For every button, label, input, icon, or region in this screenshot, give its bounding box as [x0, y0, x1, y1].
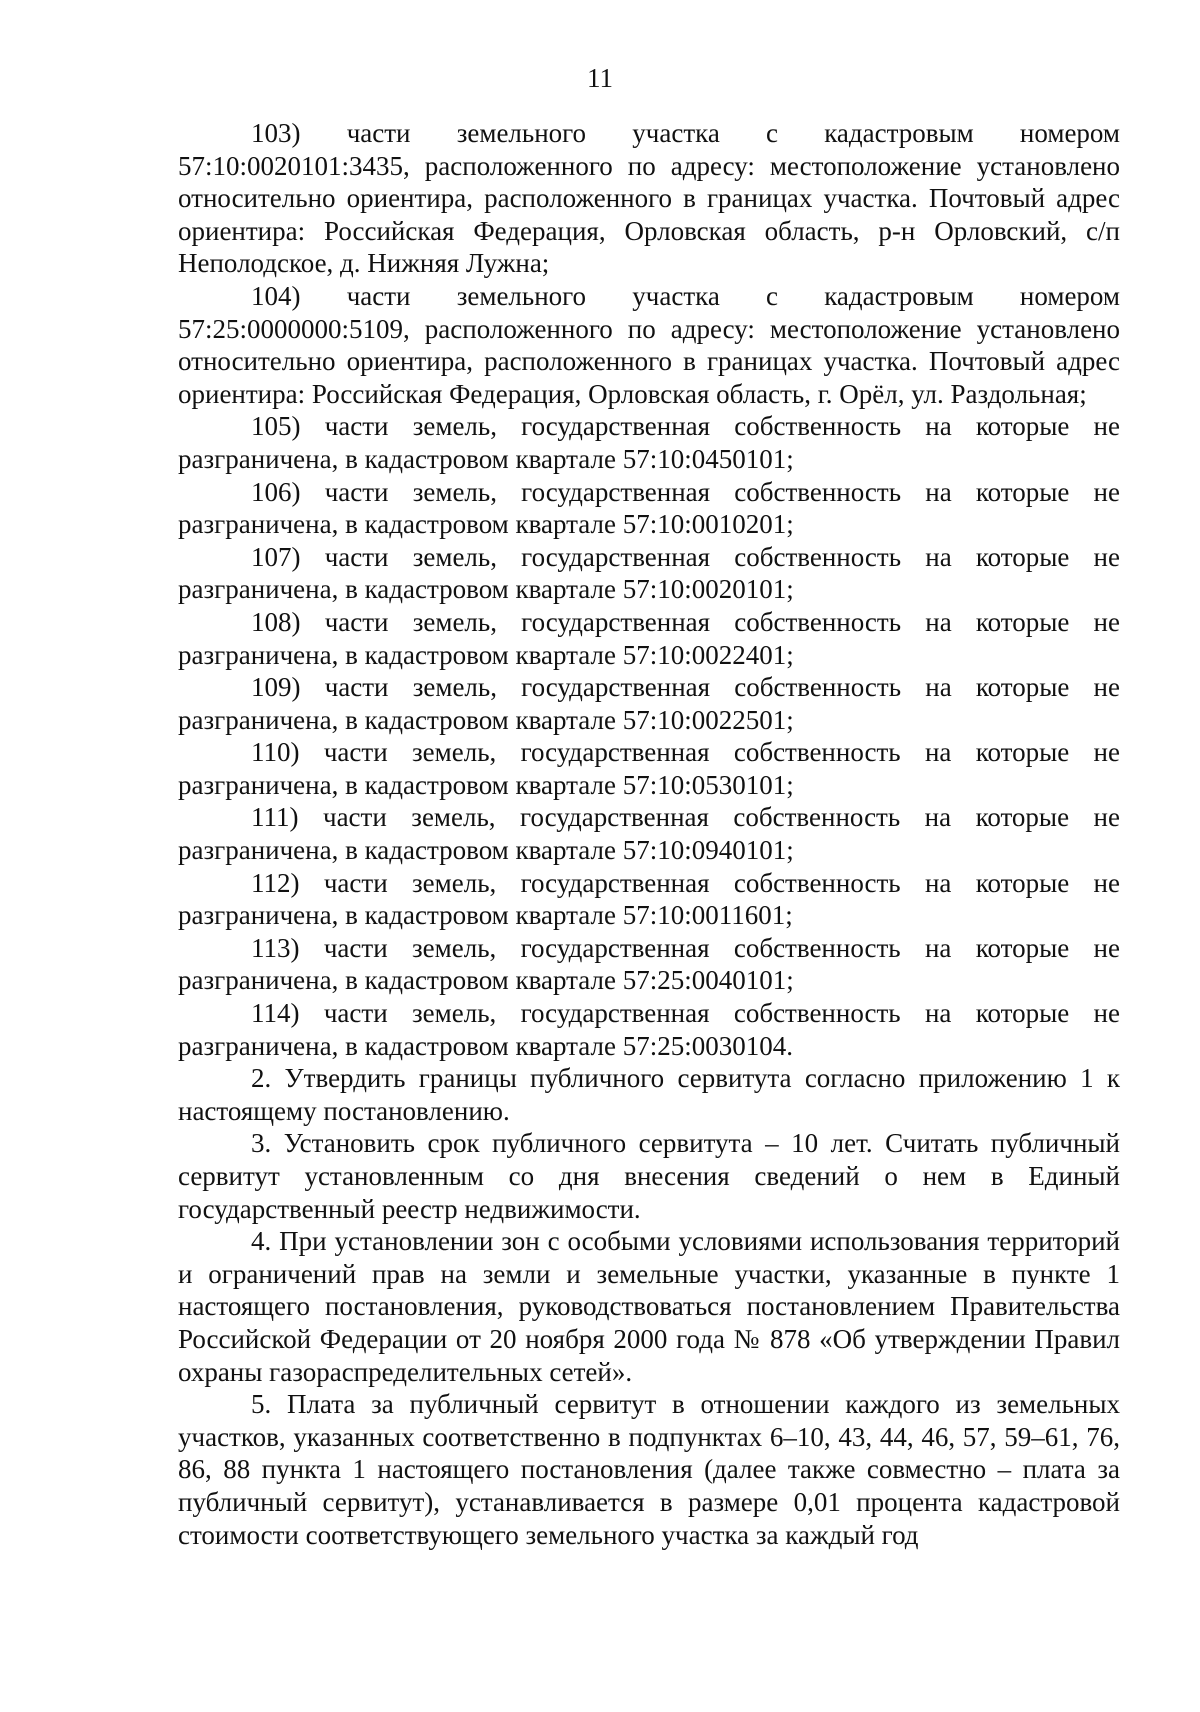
paragraph-item-106: 106) части земель, государственная собственность на которые не разграничена, в кадастровом квартале 57:10:0010201; [178, 476, 1120, 540]
paragraph-point-2: 2. Утвердить границы публичного сервитута согласно приложению 1 к настоящему постановлению. [178, 1063, 1120, 1126]
paragraph-item-103: 103) части земельного участка с кадастровым номером 57:10:0020101:3435, расположенного по адресу: местоположение установлено относительно ориентира, расположенного в границах участка. Почтовый адрес ориентира: Российская Федерация, Орловская область, р-н Орловский, с/п Неполодское, д. Нижняя Лужна; [178, 118, 1120, 279]
paragraph-item-109: 109) части земель, государственная собственность на которые не разграничена, в кадастровом квартале 57:10:0022501; [178, 672, 1120, 735]
paragraph-point-5: 5. Плата за публичный сервитут в отношении каждого из земельных участков, указанных соответственно в подпунктах 6–10, 43, 44, 46, 57, 59–61, 76, 86, 88 пункта 1 настоящего постановления (далее также совместно – плата за публичный сервитут), устанавливается в размере 0,01 процента кадастровой стоимости соответствующего земельного участка за каждый год [178, 1389, 1120, 1550]
paragraph-item-114: 114) части земель, государственная собственность на которые не разграничена, в кадастровом квартале 57:25:0030104. [178, 998, 1120, 1061]
paragraph-point-3: 3. Установить срок публичного сервитута – 10 лет. Считать публичный сервитут установленным со дня внесения сведений о нем в Единый государственный реестр недвижимости. [178, 1128, 1120, 1224]
paragraph-item-110: 110) части земель, государственная собственность на которые не разграничена, в кадастровом квартале 57:10:0530101; [178, 737, 1120, 800]
paragraph-item-107: 107) части земель, государственная собственность на которые не разграничена, в кадастровом квартале 57:10:0020101; [178, 541, 1120, 605]
paragraph-item-104: 104) части земельного участка с кадастровым номером 57:25:0000000:5109, расположенного по адресу: местоположение установлено относительно ориентира, расположенного в границах участка. Почтовый адрес ориентира: Российская Федерация, Орловская область, г. Орёл, ул. Раздольная; [178, 280, 1120, 409]
page-number: 11 [587, 63, 613, 93]
paragraph-point-4: 4. При установлении зон с особыми условиями использования территорий и ограничений прав на земли и земельные участки, указанные в пункте 1 настоящего постановления, руководствоваться постановлением Правительства Российской Федерации от 20 ноября 2000 года № 878 «Об утверждении Правил охраны газораспределительных сетей». [178, 1226, 1120, 1387]
document-body [178, 117, 1120, 1551]
paragraph-item-112: 112) части земель, государственная собственность на которые не разграничена, в кадастровом квартале 57:10:0011601; [178, 867, 1120, 931]
paragraph-item-105: 105) части земель, государственная собственность на которые не разграничена, в кадастровом квартале 57:10:0450101; [178, 411, 1120, 474]
paragraph-item-108: 108) части земель, государственная собственность на которые не разграничена, в кадастровом квартале 57:10:0022401; [178, 606, 1120, 670]
paragraph-item-111: 111) части земель, государственная собственность на которые не разграничена, в кадастровом квартале 57:10:0940101; [178, 802, 1120, 866]
paragraph-item-113: 113) части земель, государственная собственность на которые не разграничена, в кадастровом квартале 57:25:0040101; [178, 932, 1120, 996]
